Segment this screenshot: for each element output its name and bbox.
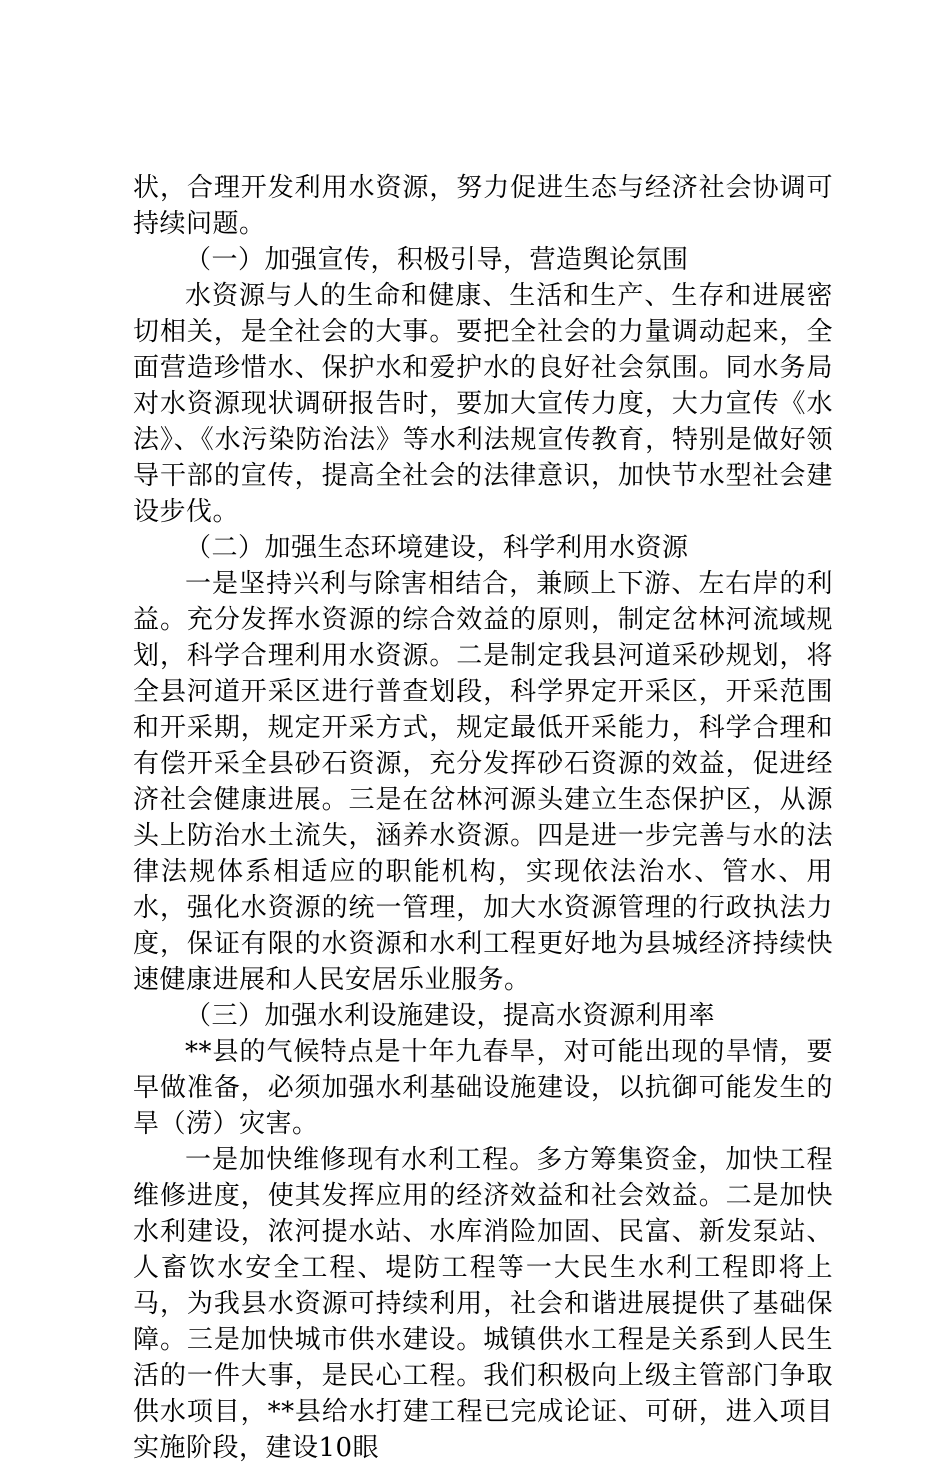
- section-heading-2: （二）加强生态环境建设，科学利用水资源: [185, 533, 689, 563]
- paragraph-publicity: 水资源与人的生命和健康、生活和生产、生存和进展密切相关，是全社会的大事。要把全社会的力量调动起来，全面营造珍惜水、保护水和爱护水的良好社会氛围。同水务局对水资源现状调研报告时，要加大宣传力度，大力宣传《水法》、《水污染防治法》等水利法规宣传教育，特别是做好领导干部的宣传，提高全社会的法律意识，加快节水型社会建设步伐。: [133, 281, 833, 527]
- paragraph-continuation: 状，合理开发利用水资源，努力促进生态与经济社会协调可持续问题。: [133, 173, 833, 239]
- section-heading-3: （三）加强水利设施建设，提高水资源利用率: [185, 1001, 716, 1031]
- paragraph-climate: **县的气候特点是十年九春旱，对可能出现的旱情，要早做准备，必须加强水利基础设施建设，以抗御可能发生的旱（涝）灾害。: [133, 1037, 833, 1139]
- paragraph-ecology: 一是坚持兴利与除害相结合，兼顾上下游、左右岸的利益。充分发挥水资源的综合效益的原则，制定岔林河流域规划，科学合理利用水资源。二是制定我县河道采砂规划，将全县河道开采区进行普查划段，科学界定开采区，开采范围和开采期，规定开采方式，规定最低开采能力，科学合理和有偿开采全县砂石资源，充分发挥砂石资源的效益，促进经济社会健康进展。三是在岔林河源头建立生态保护区，从源头上防治水土流失，涵养水资源。四是进一步完善与水的法律法规体系相适应的职能机构，实现依法治水、管水、用水，强化水资源的统一管理，加大水资源管理的行政执法力度，保证有限的水资源和水利工程更好地为县城经济持续快速健康进展和人民安居乐业服务。: [133, 569, 833, 995]
- section-heading-1: （一）加强宣传，积极引导，营造舆论氛围: [185, 245, 689, 275]
- paragraph-water-projects: 一是加快维修现有水利工程。多方筹集资金，加快工程维修进度，使其发挥应用的经济效益和社会效益。二是加快水利建设，浓河提水站、水库消险加固、民富、新发泵站、人畜饮水安全工程、堤防工程等一大民生水利工程即将上马，为我县水资源可持续利用，社会和谐进展提供了基础保障。三是加快城市供水建设。城镇供水工程是关系到人民生活的一件大事，是民心工程。我们积极向上级主管部门争取供水项目，**县给水打建工程已完成论证、可研，进入项目实施阶段，建设10眼: [133, 1145, 833, 1463]
- document-body: [133, 170, 833, 1466]
